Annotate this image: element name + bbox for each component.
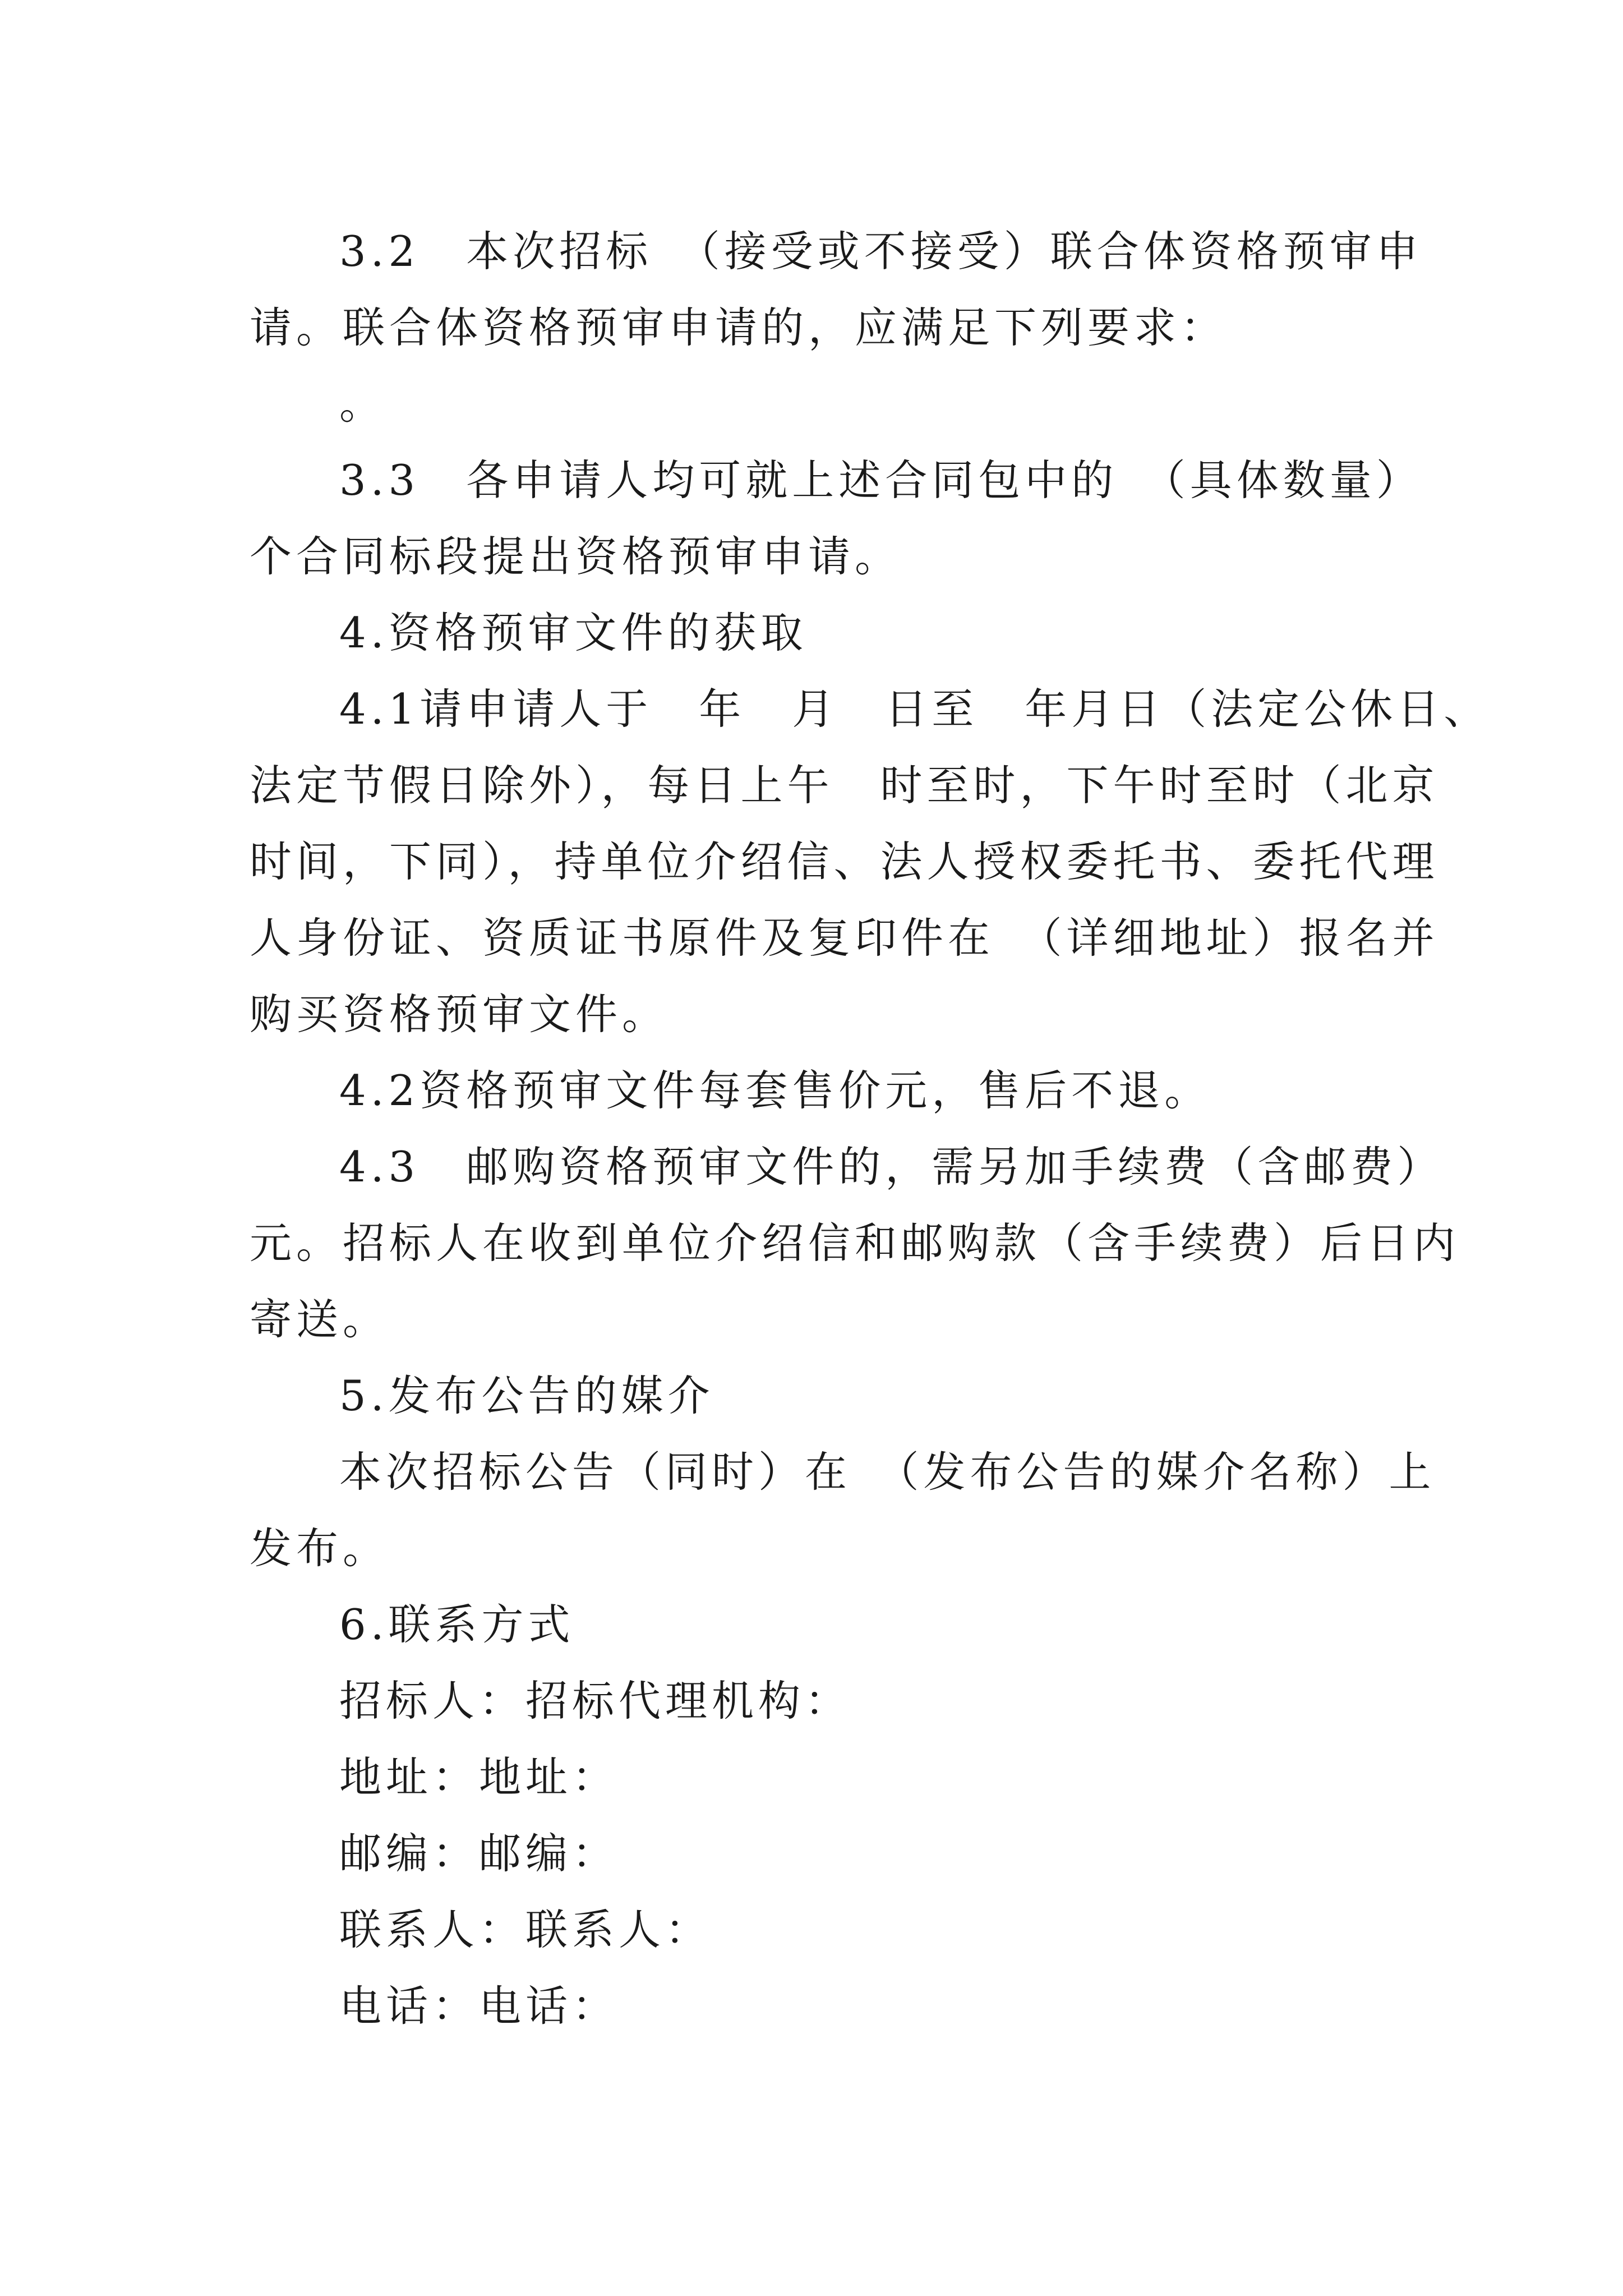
contact-address bbox=[250, 1739, 1388, 1815]
paragraph-3-2 bbox=[250, 213, 1423, 442]
contact-postcode bbox=[250, 1815, 1388, 1892]
paragraph-4-1 bbox=[250, 671, 1491, 1052]
text-line: 法定节假日除外），每日上午 时至时，下午时至时（北京 bbox=[250, 761, 1439, 810]
text-line: 4.2资格预审文件每套售价元，售后不退。 bbox=[339, 1066, 1211, 1115]
text-line: 3.3 各申请人均可就上述合同包中的 （具体数量） bbox=[339, 455, 1423, 505]
contact-person bbox=[250, 1892, 1388, 1968]
text-line: 发布。 bbox=[250, 1524, 390, 1573]
paragraph-3-3 bbox=[250, 442, 1423, 595]
section-heading-4 bbox=[250, 595, 1388, 671]
document-body bbox=[250, 213, 1491, 2044]
paragraph-4-3 bbox=[250, 1129, 1460, 1358]
text-line: 6.联系方式 bbox=[339, 1600, 575, 1649]
text-line: 5.发布公告的媒介 bbox=[339, 1371, 714, 1420]
text-line: 人身份证、资质证书原件及复印件在 （详细地址）报名并 bbox=[250, 913, 1439, 963]
text-line: 个合同标段提出资格预审申请。 bbox=[250, 532, 902, 581]
text-line: 时间，下同），持单位介绍信、法人授权委托书、委托代理 bbox=[250, 837, 1439, 886]
text-line: 联系人：联系人： bbox=[339, 1905, 712, 1954]
paragraph-4-2 bbox=[250, 1052, 1388, 1129]
contact-phone bbox=[250, 1968, 1388, 2044]
text-line: 4.3 邮购资格预审文件的，需另加手续费（含邮费） bbox=[339, 1142, 1444, 1191]
text-line: 3.2 本次招标 （接受或不接受）联合体资格预审申 bbox=[339, 227, 1423, 276]
text-line: 请。联合体资格预审申请的，应满足下列要求： bbox=[250, 303, 1228, 352]
text-line: 4.资格预审文件的获取 bbox=[339, 608, 808, 657]
text-line: 。 bbox=[339, 379, 386, 429]
text-line: 电话：电话： bbox=[339, 1981, 619, 2031]
text-line: 4.1请申请人于 年 月 日至 年月日（法定公休日、 bbox=[339, 684, 1491, 734]
text-line: 元。招标人在收到单位介绍信和邮购款（含手续费）后日内 bbox=[250, 1218, 1460, 1268]
section-heading-6 bbox=[250, 1586, 1388, 1663]
text-line: 购买资格预审文件。 bbox=[250, 990, 669, 1039]
text-line: 招标人：招标代理机构： bbox=[339, 1676, 852, 1726]
contact-tenderer-agency bbox=[250, 1663, 1388, 1739]
text-line: 本次招标公告（同时）在 （发布公告的媒介名称）上 bbox=[339, 1447, 1436, 1497]
paragraph-5 bbox=[250, 1434, 1436, 1586]
section-heading-5 bbox=[250, 1358, 1388, 1434]
text-line: 寄送。 bbox=[250, 1295, 390, 1344]
text-line: 地址：地址： bbox=[339, 1752, 619, 1802]
text-line: 邮编：邮编： bbox=[339, 1829, 619, 1878]
